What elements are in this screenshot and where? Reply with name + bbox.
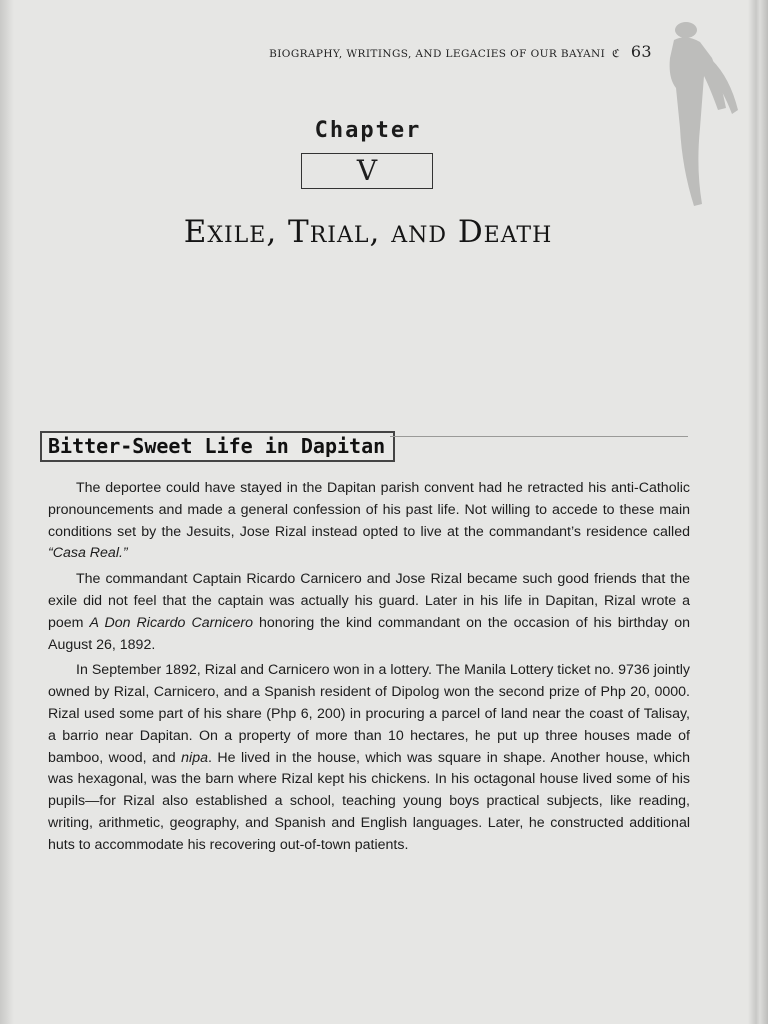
page-number: 63 bbox=[630, 42, 652, 61]
page-edge bbox=[748, 0, 768, 1024]
text-run: The deportee could have stayed in the Dapitan parish convent had he retracted his anti-Catholic pronouncements and made a general confession of his past life. Not willing to accede to these main conditions set by the Jesuits, Jose Rizal instead opted to live at the commandant’s residence called bbox=[48, 480, 690, 540]
paragraph bbox=[48, 478, 690, 565]
italic-text: A Don Ricardo Carnicero bbox=[89, 614, 253, 631]
page-gutter-shadow bbox=[0, 0, 14, 1024]
ornament-icon: ℭ bbox=[611, 47, 621, 60]
italic-text: “Casa Real.” bbox=[48, 545, 128, 562]
text-run: In September 1892, Rizal and Carnicero won in a lottery. The Manila Lottery ticket no. 9736 jointly owned by Rizal, Carnicero, and a Spanish resident of Dipolog won the second prize of Php 20, 0000. Rizal used some part of his share (Php 6, 200) in procuring a parcel of land near the coast of Talisay, a barrio near Dapitan. On a property of more than 10 hectares, he put up three houses made of bamboo, wood, and bbox=[48, 662, 690, 766]
section-divider bbox=[390, 436, 688, 437]
paragraph bbox=[48, 660, 690, 856]
running-head-title: BIOGRAPHY, WRITINGS, AND LEGACIES OF OUR BAYANI bbox=[269, 48, 606, 60]
paragraph bbox=[48, 569, 690, 656]
italic-text: nipa bbox=[181, 749, 208, 766]
text-run: . He lived in the house, which was square in shape. Another house, which was hexagonal, was the barn where Rizal kept his chickens. In his octagonal house lived some of his pupils—for Rizal also established a school, teaching young boys practical subjects, like reading, writing, arithmetic, geography, and Spanish and English languages. Later, he constructed additional huts to accommodate his recovering out-of-town patients. bbox=[48, 749, 690, 853]
bleed-through-figure-icon bbox=[656, 18, 746, 208]
section-heading: Bitter-Sweet Life in Dapitan bbox=[40, 431, 395, 462]
running-head bbox=[200, 42, 652, 61]
text-run: honoring the kind commandant on the occasion of his birthday on August 26, 1892. bbox=[48, 614, 690, 653]
chapter-title: Exile, Trial, and Death bbox=[183, 214, 553, 250]
body-text bbox=[48, 478, 690, 861]
chapter-label: Chapter bbox=[314, 118, 422, 143]
text-run: The commandant Captain Ricardo Carnicero and Jose Rizal became such good friends that the exile did not feel that the captain was actually his guard. Later in his life in Dapitan, Rizal wrote a poem bbox=[48, 571, 690, 631]
chapter-number: V bbox=[301, 153, 433, 189]
